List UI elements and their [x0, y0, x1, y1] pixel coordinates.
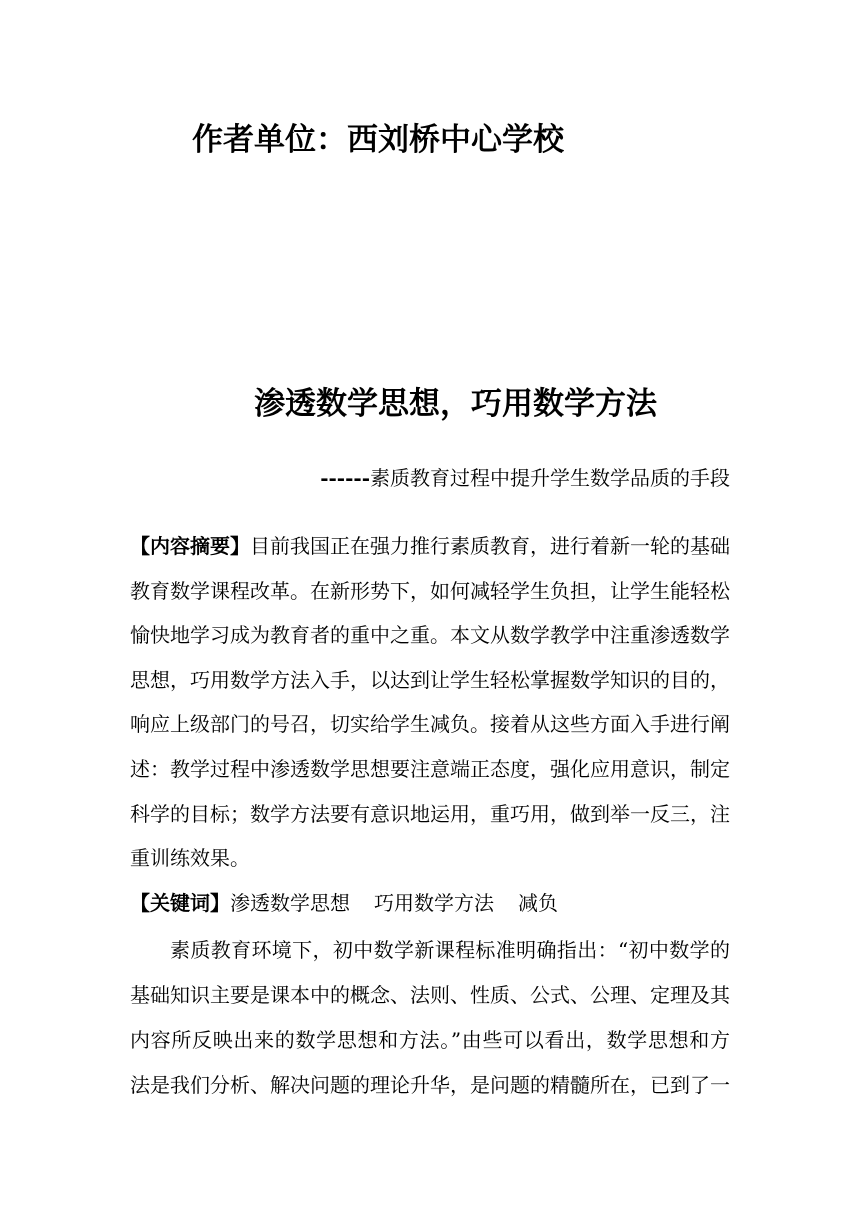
intro-paragraph: 素质教育环境下，初中数学新课程标准明确指出：“初中数学的基础知识主要是课本中的概念、法则、性质、公式、公理、定理及其内容所反映出来的数学思想和方法。”由些可以看出，数学思想和方法是我们分析、解决问题的理论升华，是问题的精髓所在，已到了一 — [130, 938, 730, 1097]
abstract-label: 【内容摘要】 — [130, 534, 250, 558]
abstract-paragraph — [130, 524, 730, 881]
keyword-item: 减负 — [518, 891, 558, 915]
keyword-item: 渗透数学思想 — [230, 891, 350, 915]
subtitle-text: 素质教育过程中提升学生数学品质的手段 — [370, 466, 730, 490]
keywords-label: 【关键词】 — [130, 891, 230, 915]
author-affiliation: 作者单位：西刘桥中心学校 — [192, 122, 564, 158]
keywords-line — [130, 885, 730, 921]
subtitle-dash: ------ — [320, 466, 370, 490]
keyword-item: 巧用数学方法 — [374, 891, 494, 915]
article-subtitle — [320, 461, 730, 495]
abstract-text: 目前我国正在强力推行素质教育，进行着新一轮的基础教育数学课程改革。在新形势下，如何减轻学生负担，让学生能轻松愉快地学习成为教育者的重中之重。本文从数学教学中注重渗透数学思想，巧用数学方法入手，以达到让学生轻松掌握数学知识的目的，响应上级部门的号召，切实给学生减负。接着从这些方面入手进行阐述：教学过程中渗透数学思想要注意端正态度，强化应用意识，制定科学的目标；数学方法要有意识地运用，重巧用，做到举一反三，注重训练效果。 — [130, 534, 730, 871]
article-title: 渗透数学思想，巧用数学方法 — [254, 386, 657, 422]
